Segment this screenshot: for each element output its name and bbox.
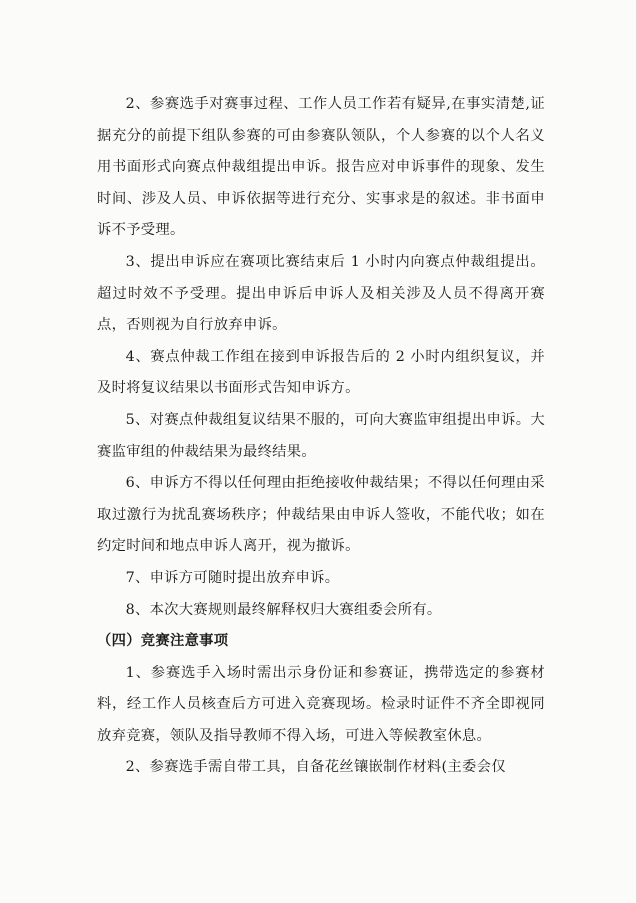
document-body: [97, 89, 545, 784]
paragraph-appeal-5: 5、对赛点仲裁组复议结果不服的，可向大赛监审组提出申诉。大赛监审组的仲裁结果为最终结果。: [97, 411, 545, 460]
paragraph-appeal-7: 7、申诉方可随时提出放弃申诉。: [125, 569, 340, 586]
paragraph-notice-1: 1、参赛选手入场时需出示身份证和参赛证，携带选定的参赛材料，经工作人员核查后方可进入竞赛现场。检录时证件不齐全即视同放弃竞赛，领队及指导教师不得入场，可进入等候教室休息。: [97, 664, 545, 744]
paragraph-appeal-3: 3、提出申诉应在赛项比赛结束后 1 小时内向赛点仲裁组提出。超过时效不予受理。提出申诉后申诉人及相关涉及人员不得离开赛点，否则视为自行放弃申诉。: [97, 253, 545, 334]
paragraph-appeal-6: 6、申诉方不得以任何理由拒绝接收仲裁结果；不得以任何理由采取过激行为扰乱赛场秩序；仲裁结果由申诉人签收，不能代收；如在约定时间和地点申诉人离开，视为撤诉。: [97, 475, 545, 555]
section-heading: （四）竞赛注意事项: [97, 633, 229, 650]
paragraph-appeal-8: 8、本次大赛规则最终解释权归大赛组委会所有。: [125, 601, 442, 618]
paragraph-appeal-4: 4、赛点仲裁工作组在接到申诉报告后的 2 小时内组织复议，并及时将复议结果以书面形式告知申诉方。: [97, 348, 545, 397]
paragraph-appeal-2: 2、参赛选手对赛事过程、工作人员工作若有疑异,在事实清楚,证据充分的前提下组队参赛的可由参赛队领队，个人参赛的以个人名义用书面形式向赛点仲裁组提出申诉。报告应对申诉事件的现象、发生时间、涉及人员、申诉依据等进行充分、实事求是的叙述。非书面申诉不予受理。: [97, 96, 545, 239]
paragraph-notice-2: 2、参赛选手需自带工具，自备花丝镶嵌制作材料(主委会仅: [125, 759, 506, 776]
